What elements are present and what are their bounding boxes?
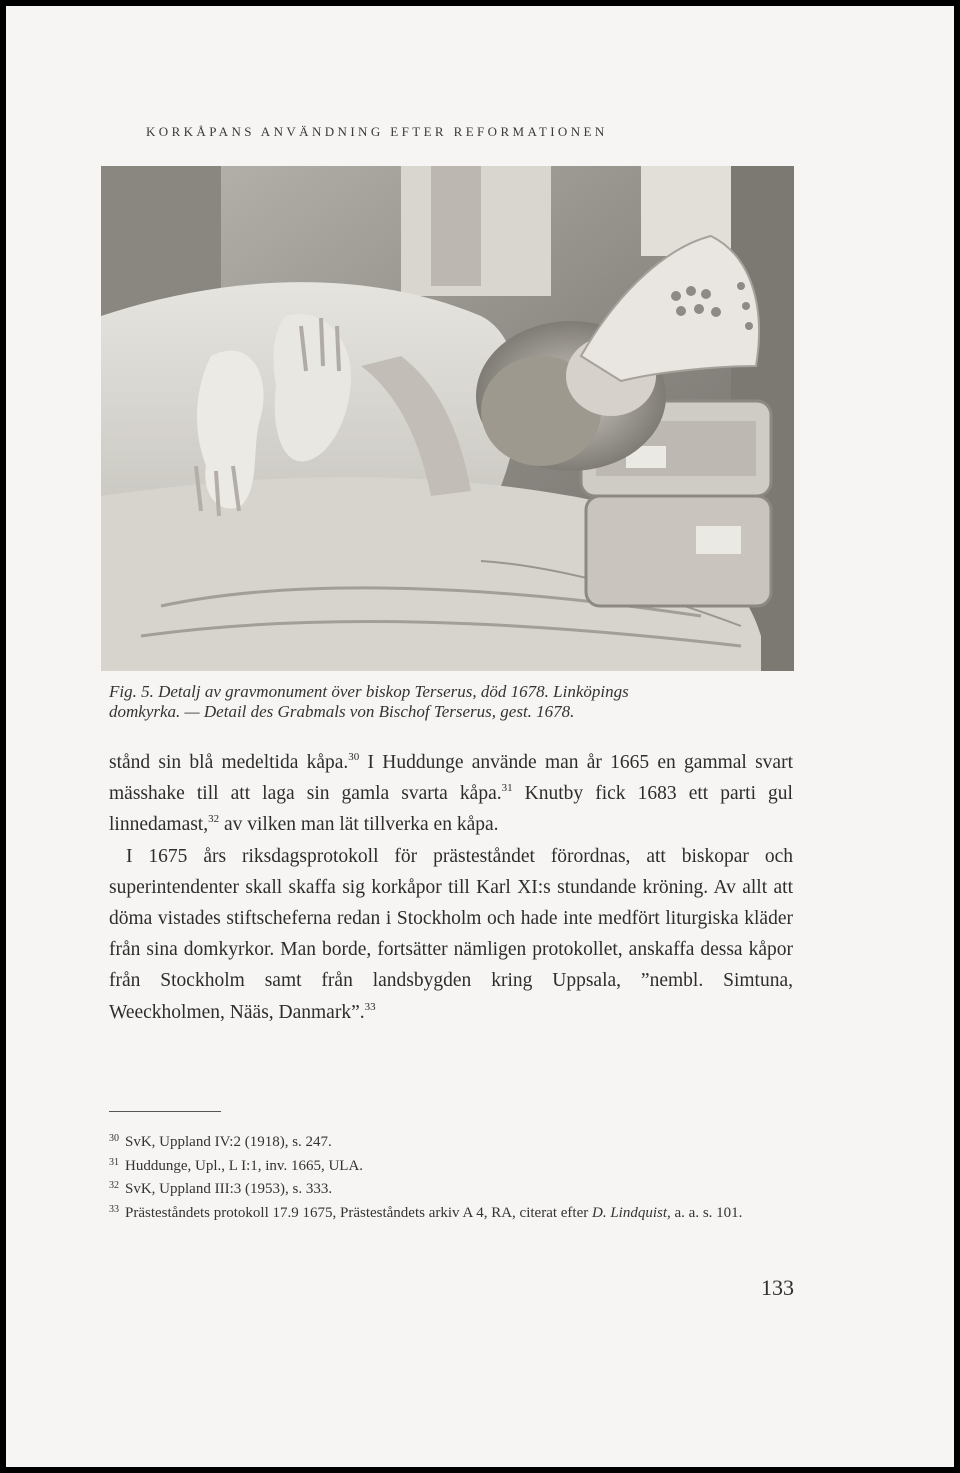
figure-photo: [101, 166, 794, 671]
footnote-divider: [109, 1111, 221, 1112]
text-run: I Huddunge använde man år 1665 en gammal svart mässhake till att laga sin gamla svarta kåpa.: [109, 752, 793, 805]
footnote-number: 32: [109, 1180, 119, 1192]
footnote-number: 33: [109, 1204, 119, 1216]
caption-line: domkyrka. — Detail des Grabmals von Bischof Terserus, gest. 1678.: [109, 702, 575, 721]
paragraph: [109, 747, 793, 841]
footnote-ref: 33: [364, 1000, 376, 1013]
paragraph: [109, 841, 793, 1028]
book-page: [6, 6, 954, 1467]
footnote: [109, 1200, 793, 1224]
footnote-ref: 30: [348, 751, 360, 763]
footnote: [109, 1129, 793, 1153]
footnote-ref: 32: [208, 813, 220, 826]
footnote: [109, 1153, 793, 1177]
footnote-text: SvK, Uppland III:3 (1953), s. 333.: [125, 1181, 333, 1198]
body-text: [109, 747, 793, 1028]
text-run: I 1675 års riksdagsprotokoll för prästeståndet förordnas, att biskopar och superintendenter skall skaffa sig korkåpor till Karl XI:s stundande kröning. Av allt att döma vistades stiftscheferna redan i Stockholm och hade inte medfört liturgiska kläder från sina domkyrkor. Man borde, fortsätter nämligen protokollet, anskaffa dessa kåpor från Stockholm samt från landsbygden kring Uppsala, ”nembl. Simtuna, Weeckholmen, Nääs, Danmark”.: [109, 845, 793, 1023]
footnote-text: SvK, Uppland IV:2 (1918), s. 247.: [125, 1134, 332, 1150]
figure-caption: [109, 682, 799, 722]
footnote-text: , a. a. s. 101.: [667, 1205, 743, 1222]
sculpture-photo-icon: [101, 166, 794, 671]
footnote: [109, 1176, 793, 1200]
footnote-text: Huddunge, Upl., L I:1, inv. 1665, ULA.: [125, 1157, 364, 1174]
page-number: 133: [761, 1275, 794, 1300]
running-head: KORKÅPANS ANVÄNDNING EFTER REFORMATIONEN: [146, 124, 608, 139]
footnote-number: 31: [109, 1156, 119, 1168]
text-run: av vilken man lät tillverka en kåpa.: [219, 814, 499, 836]
footnote-author: D. Lindquist: [592, 1205, 668, 1222]
text-run: stånd sin blå medeltida kåpa.: [109, 752, 349, 773]
footnotes: [109, 1129, 793, 1224]
footnote-ref: 31: [501, 782, 513, 795]
caption-line: Fig. 5. Detalj av gravmonument över biskop Terserus, död 1678. Linköpings: [109, 682, 629, 701]
footnote-text: Prästeståndets protokoll 17.9 1675, Prästeståndets arkiv A 4, RA, citerat efter: [125, 1205, 592, 1222]
text-run: Knutby fick 1683 ett parti gul linnedamast,: [109, 783, 793, 836]
footnote-number: 30: [109, 1133, 119, 1144]
